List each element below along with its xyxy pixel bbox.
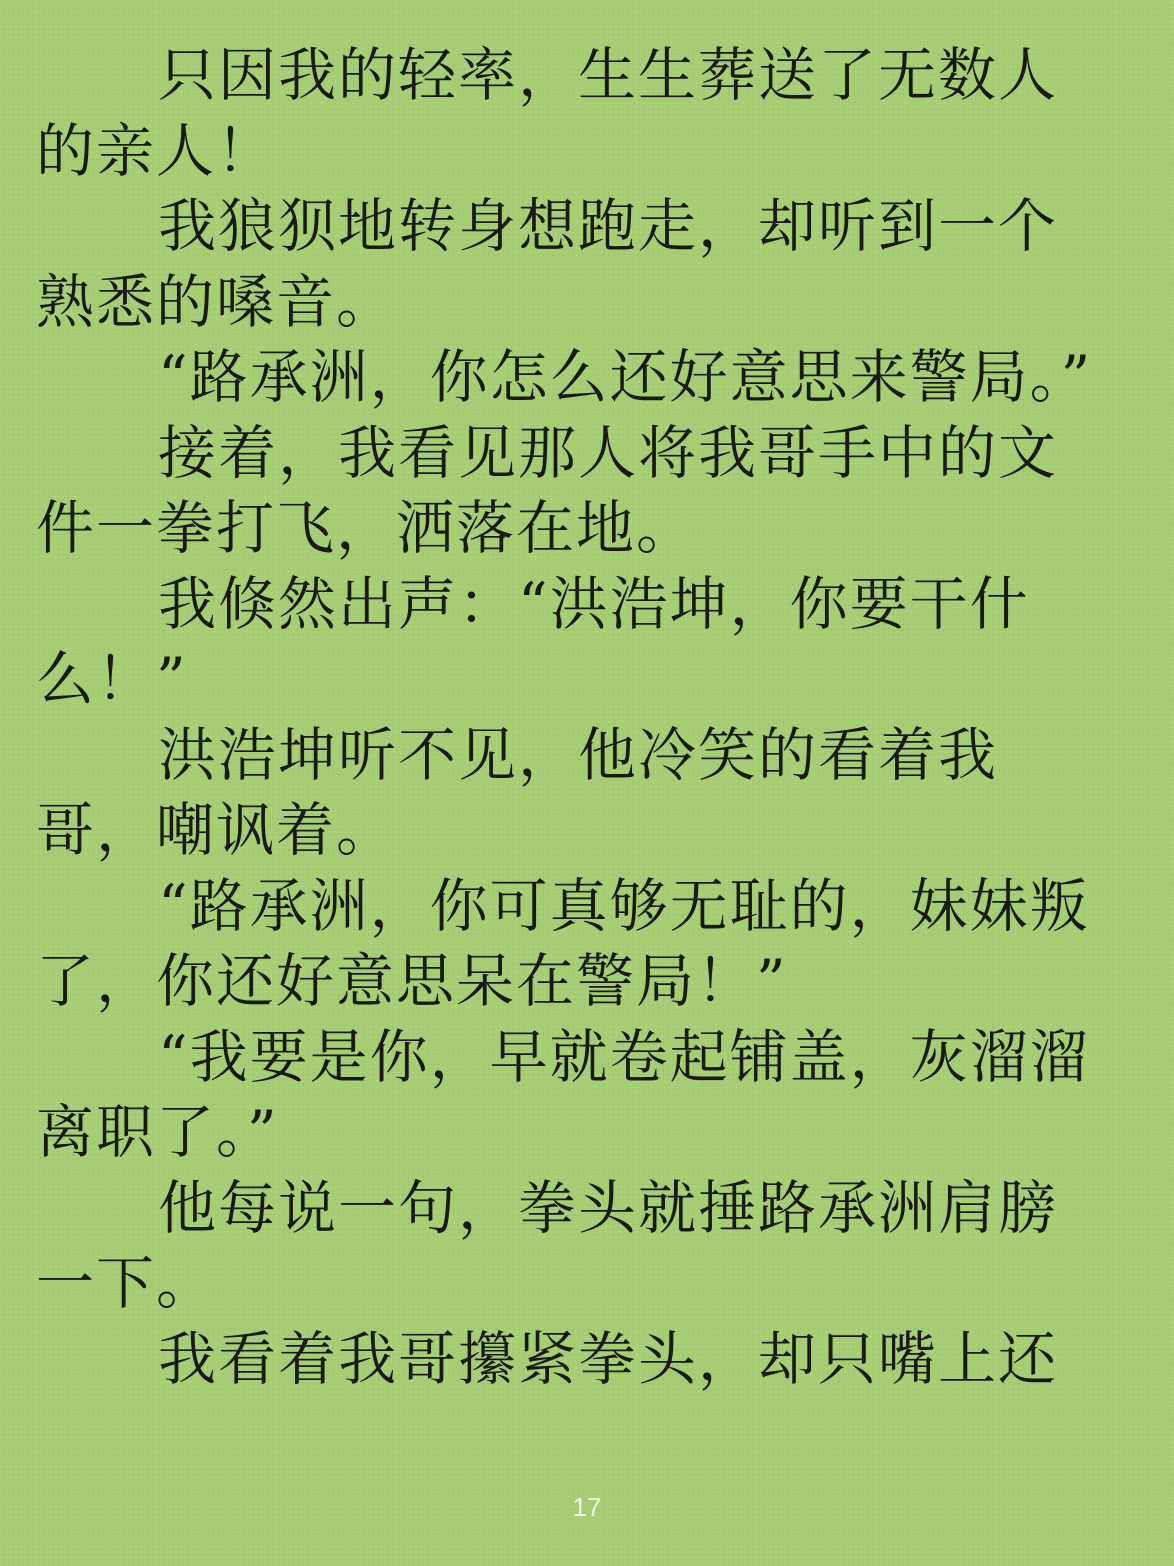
paragraph-5: 我倏然出声：“洪浩坤，你要干什么！” (36, 569, 1030, 713)
reader-text-body (36, 38, 1106, 1468)
page-number: 17 (572, 1492, 602, 1522)
paragraph-7: “路承洲，你可真够无耻的，妹妹叛了，你还好意思呆在警局！” (36, 871, 1090, 1015)
paragraph-9: 他每说一句，拳头就捶路承洲肩膀一下。 (36, 1173, 1059, 1317)
paragraph-1: 只因我的轻率，生生葬送了无数人的亲人！ (36, 41, 1059, 185)
paragraph-6: 洪浩坤听不见，他冷笑的看着我哥，嘲讽着。 (36, 720, 999, 864)
paragraph-2: 我狼狈地转身想跑走，却听到一个熟悉的嗓音。 (36, 192, 1059, 336)
paragraph-4: 接着，我看见那人将我哥手中的文件一拳打飞，洒落在地。 (36, 418, 1059, 562)
paragraph-8: “我要是你，早就卷起铺盖，灰溜溜离职了。” (36, 1022, 1090, 1166)
paragraph-3: “路承洲，你怎么还好意思来警局。” (158, 343, 1093, 411)
paragraph-10: 我看着我哥攥紧拳头，却只嘴上还 (158, 1324, 1059, 1393)
